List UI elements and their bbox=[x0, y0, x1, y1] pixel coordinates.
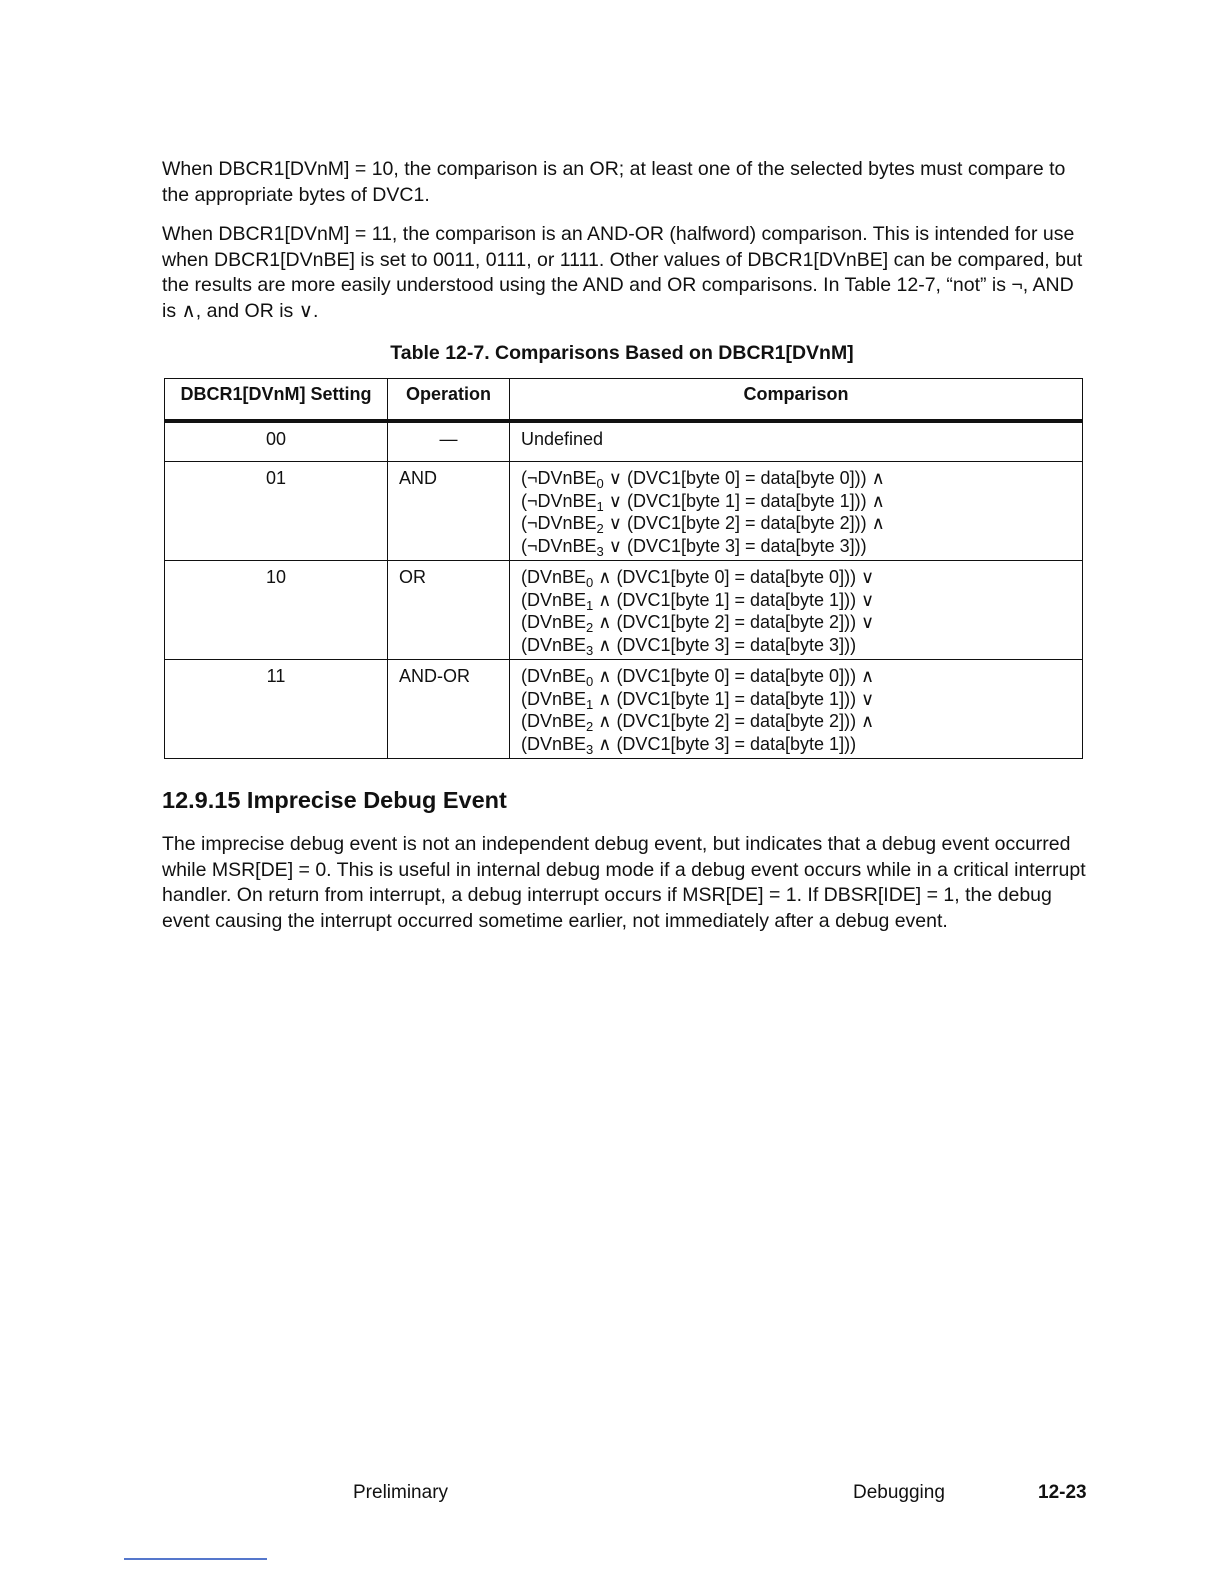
operation-cell: — bbox=[388, 421, 510, 462]
comparison-cell bbox=[510, 421, 1083, 462]
byte-index-subscript: 3 bbox=[586, 741, 594, 757]
table-row bbox=[165, 462, 1083, 561]
comparison-line: (DVnBE$_0$ ∧ (DVC1[byte 0] = data[byte 0])) ∨ bbox=[521, 567, 875, 590]
byte-index-subscript: 3 bbox=[586, 642, 594, 658]
section-body: The imprecise debug event is not an independent debug event, but indicates that a debug event occurred while MSR[DE] = 0. This is useful in internal debug mode if a debug event occurs while in a critical interrupt handler. On return from interrupt, a debug interrupt occurs if MSR[DE] = 1. If DBSR[IDE] = 1, the debug event causing the interrupt occurred sometime earlier, not immediately after a debug event. bbox=[162, 833, 1086, 932]
byte-index-subscript: 1 bbox=[586, 696, 594, 712]
comparison-line: (¬DVnBE$_3$ ∨ (DVC1[byte 3] = data[byte 3])) bbox=[521, 535, 867, 559]
scan-edge-line bbox=[124, 1558, 267, 1560]
comparison-line: (DVnBE$_3$ ∧ (DVC1[byte 3] = data[byte 1])) bbox=[521, 733, 857, 757]
comparison-line: (DVnBE$_3$ ∧ (DVC1[byte 3] = data[byte 3])) bbox=[521, 634, 857, 658]
byte-index-subscript: 2 bbox=[586, 719, 594, 734]
header-operation: Operation bbox=[388, 379, 510, 422]
comparison-cell bbox=[510, 561, 1083, 660]
operation-cell: AND bbox=[388, 462, 510, 561]
comparison-line: (DVnBE$_2$ ∧ (DVC1[byte 2] = data[byte 2])) ∨ bbox=[521, 612, 875, 635]
comparison-line: (DVnBE$_1$ ∧ (DVC1[byte 1] = data[byte 1])) ∨ bbox=[521, 589, 875, 613]
header-comparison: Comparison bbox=[510, 379, 1083, 422]
intro-paragraph-or: When DBCR1[DVnM] = 10, the comparison is an OR; at least one of the selected bytes must compare to the appropriate bytes of DVC1. bbox=[162, 158, 1066, 206]
byte-index-subscript: 0 bbox=[586, 674, 594, 689]
byte-index-subscript: 0 bbox=[586, 575, 594, 590]
comparison-line: (DVnBE$_2$ ∧ (DVC1[byte 2] = data[byte 2])) ∧ bbox=[521, 711, 875, 734]
byte-index-subscript: 1 bbox=[596, 498, 604, 514]
byte-index-subscript: 1 bbox=[586, 597, 594, 613]
table-row bbox=[165, 421, 1083, 462]
page-number: 12-23 bbox=[1038, 1482, 1087, 1503]
section-heading: 12.9.15 Imprecise Debug Event bbox=[162, 787, 507, 813]
comparison-cell bbox=[510, 660, 1083, 759]
intro-paragraph-and-or: When DBCR1[DVnM] = 11, the comparison is an AND-OR (halfword) comparison. This is intended for use when DBCR1[DVnBE] is set to 0011, 0111, or 1111. Other values of DBCR1[DVnBE] can be compared, but the results are more easily understood using the AND and OR comparisons. In Table 12-7, “not” is ¬, AND is ∧, and OR is ∨. bbox=[162, 223, 1083, 322]
setting-cell: 00 bbox=[165, 421, 388, 462]
byte-index-subscript: 2 bbox=[596, 521, 604, 536]
comparison-line: (¬DVnBE$_0$ ∨ (DVC1[byte 0] = data[byte 0])) ∧ bbox=[521, 468, 885, 491]
table-header-row bbox=[165, 379, 1083, 422]
header-setting: DBCR1[DVnM] Setting bbox=[165, 379, 388, 422]
footer-chapter: Debugging bbox=[853, 1482, 945, 1503]
comparison-cell bbox=[510, 462, 1083, 561]
comparison-line: (¬DVnBE$_1$ ∨ (DVC1[byte 1] = data[byte 1])) ∧ bbox=[521, 490, 885, 514]
comparison-line: (¬DVnBE$_2$ ∨ (DVC1[byte 2] = data[byte 2])) ∧ bbox=[521, 513, 885, 536]
comparison-line: (DVnBE$_0$ ∧ (DVC1[byte 0] = data[byte 0])) ∧ bbox=[521, 666, 875, 689]
comparison-line: (DVnBE$_1$ ∧ (DVC1[byte 1] = data[byte 1])) ∨ bbox=[521, 688, 875, 712]
setting-cell: 01 bbox=[165, 462, 388, 561]
byte-index-subscript: 0 bbox=[596, 476, 604, 491]
setting-cell: 10 bbox=[165, 561, 388, 660]
table-row bbox=[165, 561, 1083, 660]
operation-cell: AND-OR bbox=[388, 660, 510, 759]
byte-index-subscript: 3 bbox=[596, 543, 604, 559]
operation-cell: OR bbox=[388, 561, 510, 660]
setting-cell: 11 bbox=[165, 660, 388, 759]
byte-index-subscript: 2 bbox=[586, 620, 594, 635]
footer-preliminary: Preliminary bbox=[353, 1482, 449, 1503]
comparison-line: Undefined bbox=[521, 429, 604, 449]
table-row bbox=[165, 660, 1083, 759]
comparisons-table bbox=[164, 378, 1083, 759]
table-caption: Table 12-7. Comparisons Based on DBCR1[DVnM] bbox=[390, 342, 854, 364]
